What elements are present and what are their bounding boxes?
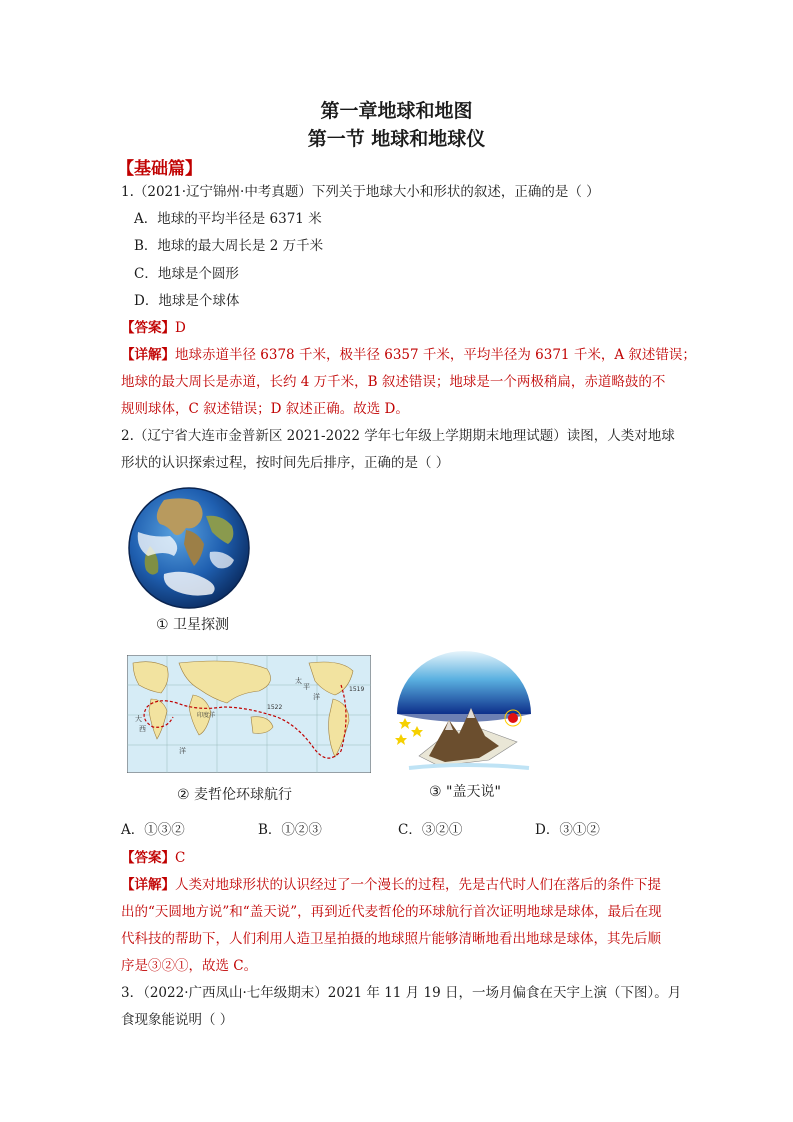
question-1-option-b: B．地球的最大周长是 2 万千米 bbox=[134, 238, 324, 254]
answer-label: 【答案】 bbox=[121, 320, 175, 336]
map-label: 太 bbox=[295, 677, 302, 685]
question-2-option-d: D．③①② bbox=[535, 822, 600, 838]
question-3-stem-line-2: 食现象能说明（ ） bbox=[121, 1012, 234, 1028]
answer-value: C bbox=[175, 850, 186, 866]
question-2-answer bbox=[121, 846, 185, 866]
earth-globe-image bbox=[124, 486, 254, 611]
magellan-route-map bbox=[127, 655, 371, 773]
question-2-detail-line-2: 出的“天圆地方说”和“盖天说”，再到近代麦哲伦的环球航行首次证明地球是球体，最后在现 bbox=[121, 904, 662, 920]
figure-1-caption: ① 卫星探测 bbox=[156, 617, 230, 633]
question-2-stem-line-1: 2.（辽宁省大连市金普新区 2021-2022 学年七年级上学期期末地理试题）读图，人类对地球 bbox=[121, 428, 675, 444]
figure-3-caption: ③ "盖天说" bbox=[429, 784, 501, 800]
question-1-detail-line-3: 规则球体，C 叙述错误；D 叙述正确。故选 D。 bbox=[121, 401, 409, 417]
question-2-option-c: C．③②① bbox=[398, 822, 463, 838]
question-2-detail-line-4: 序是③②①，故选 C。 bbox=[121, 958, 258, 974]
question-1-detail-line-1: 【详解】地球赤道半径 6378 千米，极半径 6357 千米，平均半径为 6371 千米，A 叙述错误； bbox=[121, 347, 696, 363]
map-label: 洋 bbox=[179, 747, 186, 755]
question-1-stem: 1.（2021·辽宁锦州·中考真题）下列关于地球大小和形状的叙述，正确的是（ ） bbox=[121, 184, 600, 200]
canopy-heaven-image bbox=[389, 644, 539, 774]
question-3-stem-line-1: 3．（2022·广西凤山·七年级期末）2021 年 11 月 19 日，一场月偏食在天宇上演（下图）。月 bbox=[121, 985, 682, 1001]
answer-value: D bbox=[175, 320, 186, 336]
question-2-detail-line-3: 代科技的帮助下，人们利用人造卫星拍摄的地球照片能够清晰地看出地球是球体，其先后顺 bbox=[121, 931, 661, 947]
detail-label: 【详解】 bbox=[121, 877, 175, 893]
map-label: 1519 bbox=[349, 686, 365, 693]
map-label: 平 bbox=[303, 683, 310, 691]
map-label: 大 bbox=[135, 715, 142, 723]
question-2-stem-line-2: 形状的认识探索过程，按时间先后排序，正确的是（ ） bbox=[121, 455, 450, 471]
answer-label: 【答案】 bbox=[121, 850, 175, 866]
figure-2-caption: ② 麦哲伦环球航行 bbox=[177, 787, 293, 803]
question-1-option-d: D．地球是个球体 bbox=[134, 293, 240, 309]
question-1-option-c: C．地球是个圆形 bbox=[134, 266, 239, 282]
map-label: 西 bbox=[139, 725, 146, 733]
map-label: 印度洋 bbox=[197, 712, 216, 719]
question-2-option-b: B．①②③ bbox=[258, 822, 322, 838]
question-1-answer bbox=[121, 316, 186, 336]
question-1-detail-line-2: 地球的最大周长是赤道，长约 4 万千米，B 叙述错误；地球是一个两极稍扁，赤道略鼓的不 bbox=[121, 374, 666, 390]
map-label: 洋 bbox=[313, 693, 320, 701]
question-2-option-a: A．①③② bbox=[121, 822, 185, 838]
detail-label: 【详解】 bbox=[121, 347, 175, 363]
map-label: 1522 bbox=[267, 704, 283, 711]
section-title: 第一节 地球和地球仪 bbox=[307, 128, 486, 150]
part-label: 【基础篇】 bbox=[117, 159, 202, 179]
question-1-option-a: A．地球的平均半径是 6371 米 bbox=[134, 211, 322, 227]
question-2-detail-line-1: 【详解】人类对地球形状的认识经过了一个漫长的过程，先是古代时人们在落后的条件下提 bbox=[121, 877, 661, 893]
chapter-title: 第一章地球和地图 bbox=[320, 100, 473, 122]
